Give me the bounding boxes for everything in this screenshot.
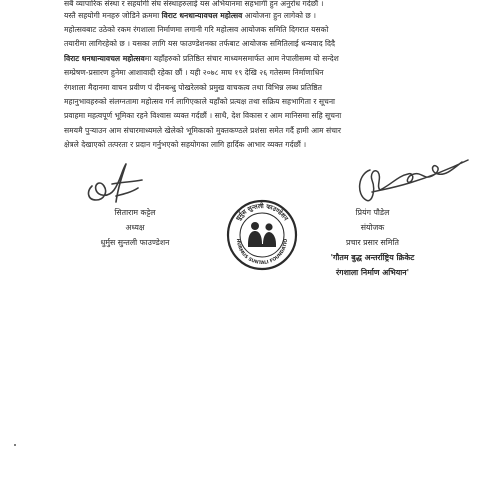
- signatory-right-committee: प्रचार प्रसार समिति: [346, 238, 399, 247]
- text-run: मा यहाँहरुको प्रतिष्ठित संचार माध्यमसमार्फत आम नेपालीसम्म यो सन्देश: [144, 53, 339, 63]
- signatory-left-organization: धुर्मुस सुन्तली फाउण्डेशन: [100, 238, 170, 247]
- signatory-right-title: संयोजक: [360, 223, 385, 232]
- signatory-left: [60, 205, 210, 250]
- text-line: [64, 9, 442, 23]
- signatory-right-campaign-line1: 'गौतम बुद्ध अन्तर्राष्ट्रिय क्रिकेट: [330, 253, 415, 262]
- text-run: महोत्सवबाट उठेको रकम रंगशाला निर्माणमा लगानी गरि महोत्सव आयोजक समिति दिगरात यसको: [64, 25, 329, 34]
- text-run: सबै व्यापारिक संस्था र सहयोगी संघ संस्थाहरुलाई यस अभियानमा सहभागी हुन अनुरोध गर्दछौं ।: [64, 0, 324, 8]
- signatory-right-name: प्रियंग पौडेल: [355, 208, 390, 217]
- seal-top-text: धुर्मुस सुन्तली फाउण्डेशन: [234, 202, 290, 223]
- handwritten-signature-right: [352, 150, 474, 208]
- paragraph: [64, 23, 442, 153]
- text-line: [64, 52, 442, 66]
- text-run: आयोजना हुन लागेको छ ।: [242, 11, 317, 20]
- svg-text:धुर्मुस सुन्तली फाउण्डेशन: [235, 202, 290, 223]
- text-line: [64, 109, 442, 123]
- seal-figures-icon: [248, 222, 276, 247]
- bold-text-run: विराट धनधान्यावचल महोत्सव: [64, 53, 145, 63]
- text-line: [64, 124, 442, 138]
- text-run: प्रवाहमा महत्वपूर्ण भूमिका रहने विश्वास व्यक्त गर्दछौं । साथै, देश विकास र आम मानिसमा सहि सूचना: [64, 111, 342, 121]
- text-run: सम्प्रेषण-प्रसारण हुनेमा आशावादी रहेका छौं । यही २०७८ माघ १९ देखि २६ गतेसम्म निर्माणाधिन: [64, 68, 324, 78]
- signatory-left-name: सिताराम कट्टेल: [114, 208, 156, 217]
- text-line: [64, 37, 442, 51]
- text-run: यस्तै सहयोगी मनहरु जोडिने क्रममा: [64, 11, 162, 20]
- text-run: रंगशाला मैदानमा वाचन प्रवीण पं दीनबन्धु पोखरेलको प्रमुख वाचकत्व तथा विभिन्न लब्ध प्रतिष्ठित: [64, 82, 322, 92]
- scan-speck: [14, 444, 16, 446]
- text-run: तयारीमा लागिरहेको छ । यसका लागि यस फाउण्डेशनका तर्फबाट आयोजक समितिलाई धन्यवाद दिदै: [64, 39, 336, 49]
- text-run: समयमै पुऱ्याउन आम संचारमाध्यमले खेलेको भूमिकाको मुक्तकण्ठले प्रशंसा समेत गर्दै हामी आम संचार: [64, 125, 341, 135]
- text-run: क्षेत्रले देखाएको तत्परता र प्रदान गर्नुभएको सहयोगका लागि हार्दिक आभार व्यक्त गर्दछौं ।: [64, 140, 307, 150]
- signatory-left-title: अध्यक्ष: [125, 223, 145, 232]
- text-line: [64, 23, 442, 37]
- text-run: महानुभावहरुको संलग्नतामा महोत्सव गर्न लागिएकाले यहाँको प्रत्यक्ष तथा सक्रिय सहभागिता र सूचना: [64, 97, 336, 107]
- text-line: [64, 95, 442, 109]
- seal-bottom-text: HURMUS SUNTALI FOUNDATIO: [234, 238, 290, 267]
- text-line: [64, 66, 442, 80]
- text-line: [64, 81, 442, 95]
- bold-text-run: विराट धनधान्यावचल महोत्सव: [161, 11, 243, 20]
- handwritten-signature-left: [82, 158, 146, 208]
- signatory-right: [285, 205, 460, 280]
- signatory-right-campaign-line2: रंगशाला निर्माण अभियान': [335, 268, 409, 277]
- paragraph: [64, 9, 442, 23]
